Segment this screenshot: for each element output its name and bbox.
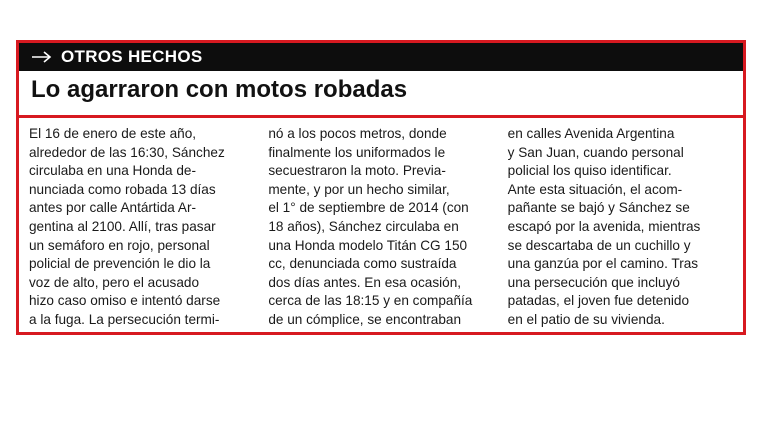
text-line: Ante esta situación, el acom- [507, 181, 683, 197]
text-line: voz de alto, pero el acusado [29, 274, 200, 290]
text-column-1 [29, 125, 254, 326]
text-line: policial de prevención le dio la [29, 256, 211, 272]
text-line: a la fuga. La persecución termi- [29, 311, 220, 327]
section-kicker: OTROS HECHOS [61, 47, 203, 66]
text-line: 18 años), Sánchez circulaba en [268, 218, 459, 234]
text-line: alrededor de las 16:30, Sánchez [29, 144, 225, 160]
arrow-right-icon [31, 50, 53, 64]
news-box [16, 40, 746, 335]
text-line: en calles Avenida Argentina [507, 126, 675, 141]
headline: Lo agarraron con motos robadas [31, 76, 408, 103]
text-line: circulaba en una Honda de- [29, 163, 197, 179]
text-line: una ganzúa por el camino. Tras [507, 256, 699, 272]
text-line: una persecución que incluyó [507, 274, 680, 290]
text-line: se descartaba de un cuchillo y [507, 237, 691, 253]
text-line: un semáforo en rojo, personal [29, 237, 210, 253]
text-line: hizo caso omiso e intentó darse [29, 293, 221, 309]
text-line: y San Juan, cuando personal [507, 144, 684, 160]
text-line: el 1° de septiembre de 2014 (con [268, 200, 469, 216]
text-line: escapó por la avenida, mientras [507, 218, 701, 234]
text-line: una Honda modelo Titán CG 150 [268, 237, 468, 253]
section-bar [19, 43, 743, 71]
article-body [29, 125, 733, 326]
text-line: nunciada como robada 13 días [29, 181, 216, 197]
text-line: policial los quiso identificar. [507, 163, 672, 179]
text-line: secuestraron la moto. Previa- [268, 163, 446, 179]
text-line: finalmente los uniformados le [268, 144, 446, 160]
text-line: cerca de las 18:15 y en compañía [268, 293, 473, 309]
text-column-2 [268, 125, 493, 326]
divider [19, 115, 743, 118]
text-line: dos días antes. En esa ocasión, [268, 274, 462, 290]
text-line: en el patio de su vivienda. [507, 311, 665, 327]
text-line: cc, denunciada como sustraída [268, 256, 457, 272]
text-line: gentina al 2100. Allí, tras pasar [29, 218, 216, 234]
text-line: patadas, el joven fue detenido [507, 293, 690, 309]
text-column-3 [508, 125, 733, 326]
text-line: antes por calle Antártida Ar- [29, 200, 196, 216]
text-line: El 16 de enero de este año, [29, 126, 197, 141]
text-line: mente, y por un hecho similar, [268, 181, 450, 197]
text-line: pañante se bajó y Sánchez se [507, 200, 690, 216]
text-line: nó a los pocos metros, donde [268, 126, 447, 141]
text-line: de un cómplice, se encontraban [268, 311, 462, 327]
